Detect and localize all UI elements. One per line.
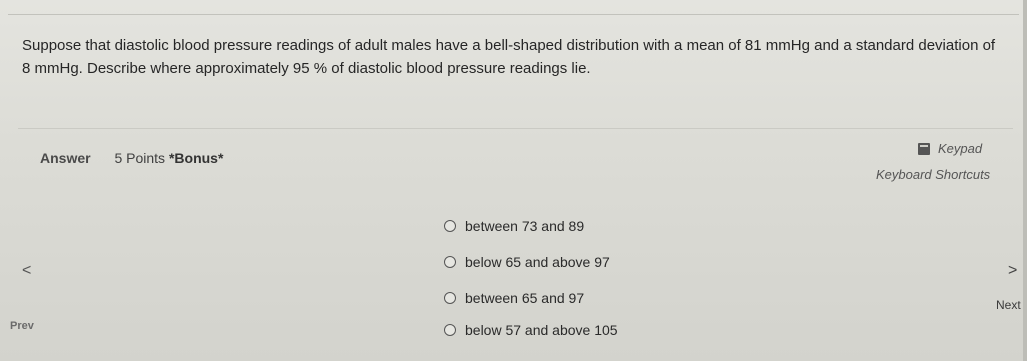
radio-button[interactable] [444,220,456,232]
prev-button[interactable]: Prev [10,320,34,332]
chevron-right-icon[interactable]: > [1008,262,1018,279]
bonus-label: *Bonus* [168,150,224,166]
question-text: Suppose that diastolic blood pressure readings of adult males have a bell-shaped distribution with a mean of 81 mmHg and a standard deviation of 8 mmHg. Describe where approximately 95 % of diastolic blood pressure readings lie. [22,37,996,77]
option-label: between 73 and 89 [465,218,585,234]
option-1[interactable] [444,218,584,234]
keypad-button[interactable] [918,141,982,156]
next-button[interactable]: Next [996,298,1021,312]
option-label: below 57 and above 105 [465,322,618,338]
page-edge [1023,0,1027,361]
keyboard-shortcuts-link[interactable]: Keyboard Shortcuts [876,167,991,182]
option-label: below 65 and above 97 [465,254,610,270]
points-label: 5 Points [114,150,166,166]
radio-button[interactable] [444,256,456,268]
radio-button[interactable] [444,292,456,304]
answer-label: Answer [40,150,91,166]
keypad-icon [918,143,930,155]
option-2[interactable] [444,254,610,270]
option-3[interactable] [444,290,584,306]
radio-button[interactable] [444,324,456,336]
option-label: between 65 and 97 [465,290,585,306]
top-divider [8,14,1019,15]
section-divider [18,128,1013,129]
answer-header [40,150,223,166]
option-4[interactable] [444,322,618,338]
chevron-left-icon[interactable]: < [22,262,32,279]
keypad-label: Keypad [938,141,983,156]
